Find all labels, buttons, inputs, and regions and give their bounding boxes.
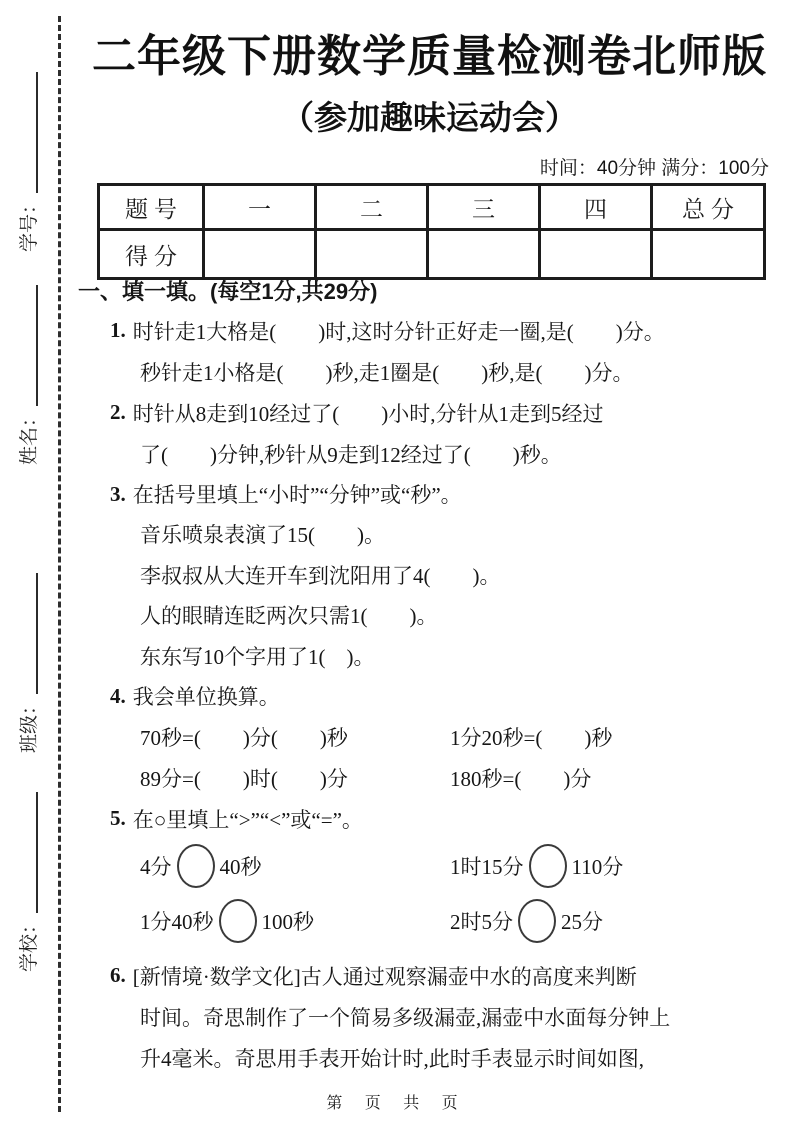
question-6-line-1 (78, 955, 778, 996)
question-3-sub-line (78, 554, 778, 595)
name-label: 姓名： (19, 407, 40, 465)
question-1-line-2 (78, 351, 778, 392)
question-5-intro (78, 798, 778, 839)
comparison-left-value: 1时15分 (450, 855, 524, 879)
exam-info: 时间：40分钟 满分：100分 (539, 158, 769, 179)
question-6-line-3 (78, 1037, 778, 1078)
school-label: 学校： (19, 914, 40, 972)
school-field (15, 792, 41, 972)
question-6-text: 时间。奇思制作了一个简易多级漏壶,漏壶中水面每分钟上 (140, 1005, 671, 1030)
question-3-number: 3. (110, 481, 126, 506)
comparison-right-value: 100秒 (261, 910, 314, 934)
score-header-cell: 四 (540, 185, 652, 230)
class-blank-line (32, 573, 38, 694)
name-field (15, 285, 41, 465)
question-3-sub-text: 音乐喷泉表演了15( )。 (140, 523, 385, 547)
class-field (15, 573, 41, 753)
question-1-text: 秒针走1小格是( )秒,走1圈是( )秒,是( )分。 (140, 360, 634, 385)
question-6-text: [新情境·数学文化]古人通过观察漏壶中水的高度来判断 (132, 964, 637, 989)
school-blank-line (32, 792, 38, 913)
conversion-item: 89分=( )时( )分 (140, 766, 348, 791)
question-1-line-1 (78, 310, 778, 351)
comparison-circle (529, 844, 567, 888)
question-2-line-2 (78, 433, 778, 474)
question-5-number: 5. (110, 806, 126, 830)
class-label: 班级： (19, 695, 40, 753)
name-blank-line (32, 285, 38, 406)
question-3-sub-line (78, 635, 778, 676)
student-id-blank-line (32, 72, 38, 193)
question-3-intro (78, 474, 778, 514)
score-header-cell: 三 (428, 185, 540, 230)
question-3-sub-text: 人的眼睛连眨两次只需1( )。 (140, 604, 438, 628)
question-5-text: 在○里填上“>”“<”或“=”。 (132, 807, 363, 832)
question-3-sub-text: 李叔叔从大连开车到沈阳用了4( )。 (140, 563, 501, 588)
comparison-circle (177, 844, 215, 888)
question-2-text: 时针从8走到10经过了( )小时,分针从1走到5经过 (132, 401, 604, 426)
question-4-intro (78, 676, 778, 716)
question-1-text: 时针走1大格是( )时,这时分针正好走一圈,是( )分。 (132, 319, 665, 344)
comparison-right-value: 25分 (561, 910, 603, 934)
score-header-cell: 总分 (652, 185, 765, 230)
conversion-item: 180秒=( )分 (450, 766, 592, 791)
comparison-circle (518, 899, 556, 943)
question-6-number: 6. (110, 963, 126, 987)
question-3-text: 在括号里填上“小时”“分钟”或“秒”。 (132, 483, 462, 507)
question-content (78, 270, 778, 1078)
question-1-number: 1. (110, 318, 126, 342)
score-table (97, 183, 766, 280)
question-3-sub-text: 东东写10个字用了1( )。 (140, 644, 375, 669)
page-footer: 第 页 共 页 (326, 1095, 467, 1112)
comparison-left-value: 1分40秒 (140, 910, 214, 934)
conversion-item: 70秒=( )分( )秒 (140, 725, 348, 750)
dashed-cut-line (58, 16, 61, 1112)
score-table-header-row (99, 185, 765, 230)
question-5-row (78, 893, 778, 949)
score-row-label: 得分 (99, 230, 204, 279)
page-title: 二年级下册数学质量检测卷北师版 (92, 32, 767, 81)
question-4-text: 我会单位换算。 (132, 685, 280, 709)
question-6-line-2 (78, 996, 778, 1037)
comparison-item (450, 844, 623, 888)
student-id-label: 学号： (19, 194, 40, 252)
question-4-row (78, 757, 778, 798)
page-subtitle: （参加趣味运动会） (281, 99, 578, 136)
conversion-item: 1分20秒=( )秒 (450, 725, 613, 750)
question-4-number: 4. (110, 683, 126, 708)
section-heading: 一、填一填。(每空1分,共29分) (78, 278, 378, 304)
question-5-row (78, 839, 778, 893)
question-2-number: 2. (110, 400, 126, 424)
score-header-cell: 一 (204, 185, 316, 230)
question-6-text: 升4毫米。奇思用手表开始计时,此时手表显示时间如图, (140, 1046, 644, 1071)
comparison-item (450, 899, 603, 943)
student-id-field (15, 72, 41, 252)
comparison-item (140, 899, 450, 943)
comparison-left-value: 2时5分 (450, 910, 513, 934)
comparison-right-value: 110分 (571, 855, 624, 879)
question-2-line-1 (78, 392, 778, 433)
question-3-sub-line (78, 595, 778, 635)
comparison-item (140, 844, 450, 888)
score-header-cell: 二 (316, 185, 428, 230)
question-3-sub-line (78, 514, 778, 554)
comparison-right-value: 40秒 (219, 855, 262, 879)
comparison-circle (219, 899, 257, 943)
comparison-left-value: 4分 (140, 855, 172, 879)
question-2-text: 了( )分钟,秒针从9走到12经过了( )秒。 (140, 442, 562, 467)
question-4-row (78, 716, 778, 757)
score-header-cell: 题号 (99, 185, 204, 230)
